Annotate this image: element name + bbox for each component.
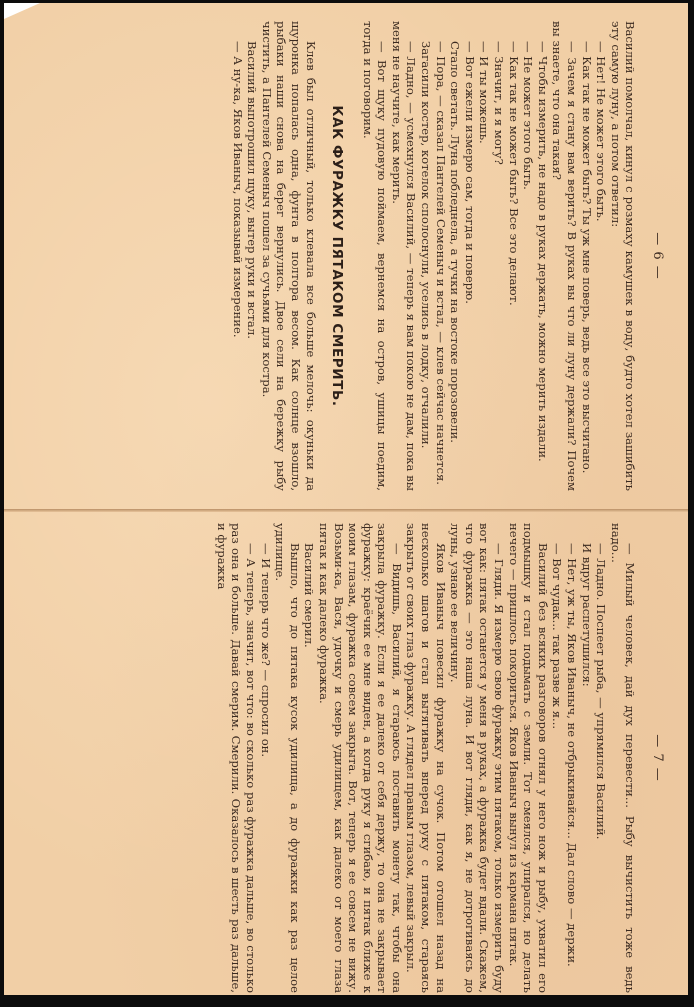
- paragraph: Вышло, что до пятака кусок удилища, а до фуражки как раз целое удилище.: [273, 523, 302, 993]
- paragraph: Василий выпотрошил щуку, вытер руки и встал.: [245, 41, 260, 339]
- paragraph: — И теперь что же? — спросил он.: [258, 543, 273, 758]
- paragraph: Василий помолчал, кинул с розмаху камушек в воду, будто хотел зашибить эту самую луну, а потом ответил:: [608, 21, 638, 491]
- page-7-container: [4, 513, 688, 1007]
- paragraph: — Милый человек, дай дух перевести... Рыбу вычистить тоже ведь надо...: [608, 523, 638, 993]
- paragraph: — А теперь, значит, вот что: во сколько раз фуражка дальше, во столько раз она и больше. Давай смерим. Смерили. Оказалось в шесть раз дальше, и фуражка: [214, 523, 258, 993]
- paragraph: — Вот ежели измерю сам, тогда и поверю.: [462, 41, 477, 304]
- paragraph: — Чтобы измерить, не надо в руках держать, можно мерить издали.: [535, 41, 550, 462]
- chapter-heading: КАК ФУРАЖКУ ПЯТАКОМ СМЕРИТЬ.: [329, 105, 346, 407]
- paragraph: — Нет, уж ты, Яков Иваныч, не отбрыкивайся... Дал слово — держи.: [565, 543, 580, 967]
- paragraph: — Видишь, Василий, я стараюсь поставить монету так, чтобы она закрыла фуражку. Если я ее далеко от себя держу, то она не закрывает фуражку: краёчик ее мне виден, а когда руку я сгибаю, и пятак ближе к моим глазам, фуражка совсем закрыта. Вот, теперь я ее совсем не вижу. Возьми-ка, Вася, удочку и смерь удилищем, как далеко от моего глаза пятак и как далеко фуражка.: [316, 523, 404, 993]
- paragraph: — Ладно. Поспеет рыба, — упрямился Василий.: [594, 543, 609, 840]
- paragraph: Яков Иваныч повесил фуражку на сучок. Потом отошел назад на несколько шагов и стал вытягивать вперед руку с пятаком, стараясь закрыть от своих глаз фуражку. А глядел правым глазом, левый закрыл.: [404, 523, 448, 993]
- paragraph: — Как так не может быть? Все это делают.: [506, 41, 521, 306]
- paragraph: — Значит, и я могу?: [492, 41, 507, 165]
- paragraph: — Вот щуку пудовую поймаем, вернемся на остров, ушицы поедим, тогда и поговорим.: [360, 21, 390, 491]
- paragraph: Стало светать. Луна побледнела, а тучки на востоке порозовели.: [448, 41, 463, 443]
- paragraph: — Ладно, — усмехнулся Василий, — теперь я вам покою не дам, пока вы меня не научите, как мерить.: [389, 21, 419, 491]
- page-fold: [4, 509, 688, 512]
- paragraph: Василий смерил.: [302, 543, 317, 648]
- paragraph: — И ты можешь.: [477, 41, 492, 144]
- paragraph: Василий без всяких разговоров отнял у него нож и рыбу, ухватил его подмышку и стал подымать с земли. Тот смеялся, упирался, но делать нечего — пришлось покориться. Яков Иваныч вынул из кармана пятак.: [506, 523, 550, 993]
- paragraph: — А ну-ка, Яков Иваныч, показывай измерение.: [230, 41, 245, 338]
- paragraph: — Как так не может быть? Ты уж мне поверь, ведь все это высчитано.: [579, 41, 594, 474]
- page-number: — 6 —: [650, 232, 665, 280]
- page-6: [24, 21, 664, 491]
- paragraph: — Гляди. Я измерю свою фуражку этим пятаком, только измерить буду вот как: пятак останется у меня в руках, а фуражка будет вдали. Скажем, что фуражка — это наша луна. И вот гляди, как я, не дотрогиваясь до луны, узнаю ее величину.: [448, 523, 507, 993]
- paragraph: Клев был отличный, только клевала все больше мелочь: окуньки да щуронка попалась одна, фунта в полтора весом. Как солнце взошло, рыбаки наши снова на берег вернулись. Двое сели на бережку рыбу чистить, а Пантелей Семеныч пошел за сучьями для костра.: [259, 21, 318, 491]
- page-7: [24, 523, 664, 993]
- paragraph: — Пора, — сказал Пантелей Семеныч и встал, — клев сейчас начнется.: [433, 41, 448, 485]
- page-6-container: [4, 11, 688, 505]
- paragraph: Загасили костер, котелок сполоснули, уселись в лодку, отчалили.: [419, 41, 434, 449]
- paragraph: — Вот чудак... так разве ж я...: [550, 543, 565, 730]
- book-spread: [4, 3, 688, 995]
- paragraph: И вдруг распетушился:: [579, 543, 594, 687]
- paragraph: — Не может этого быть.: [521, 41, 536, 190]
- paragraph: — Зачем я стану вам верить? В руках вы что ли луну держали? Почем вы знаете, что она такая?: [550, 21, 580, 491]
- page-number: — 7 —: [650, 734, 665, 782]
- paragraph: — Нет! Не может этого быть.: [594, 41, 609, 222]
